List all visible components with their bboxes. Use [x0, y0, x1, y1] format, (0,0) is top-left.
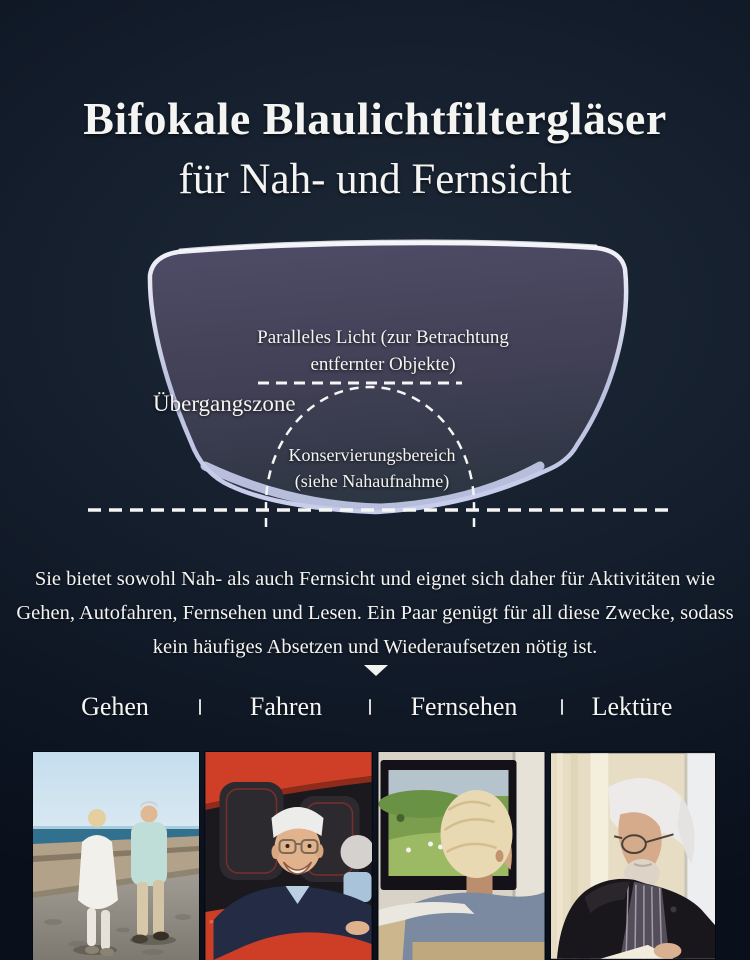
- label-parallel-light: [233, 324, 533, 378]
- category-divider: [561, 699, 563, 715]
- description-line: Gehen, Autofahren, Fernsehen und Lesen. Ein Paar genügt für all diese Zwecke, sodass: [16, 602, 734, 624]
- label-parallel-light-line2: entfernter Objekte): [310, 354, 456, 375]
- down-triangle-icon: [364, 665, 388, 676]
- category-fernsehen: Fernsehen: [410, 692, 518, 721]
- label-parallel-light-line1: Paralleles Licht (zur Betrachtung: [257, 327, 509, 348]
- photo-man-reading: [551, 752, 715, 960]
- photo-seaside-walking-couple: [33, 752, 199, 960]
- label-preserve-zone: [272, 442, 472, 494]
- photo-woman-watching-tv-art: [378, 752, 545, 960]
- description-line: kein häufiges Absetzen und Wiederaufsetzen nötig ist.: [152, 636, 598, 658]
- page-title: Bifokale Blaulichtfiltergläser: [83, 93, 667, 144]
- label-transition-zone: Übergangszone: [153, 391, 296, 416]
- photo-seaside-walking-couple-art: [33, 752, 199, 960]
- category-divider: [199, 699, 201, 715]
- photo-man-driving-red-convertible: [205, 752, 372, 960]
- photo-man-reading-art: [551, 752, 715, 960]
- page-subtitle: für Nah- und Fernsicht: [178, 156, 572, 203]
- description-paragraph: [0, 562, 750, 664]
- category-lektuere: Lektüre: [591, 692, 673, 721]
- label-preserve-zone-line1: Konservierungsbereich: [288, 445, 456, 465]
- category-fahren: Fahren: [249, 692, 323, 721]
- category-divider: [369, 699, 371, 715]
- photo-man-driving-red-convertible-art: [205, 752, 372, 960]
- photo-woman-watching-tv: [378, 752, 545, 960]
- description-line: Sie bietet sowohl Nah- als auch Fernsicht und eignet sich daher für Aktivitäten wie: [34, 568, 716, 590]
- label-preserve-zone-line2: (siehe Nahaufnahme): [294, 471, 450, 491]
- category-gehen: Gehen: [81, 692, 149, 721]
